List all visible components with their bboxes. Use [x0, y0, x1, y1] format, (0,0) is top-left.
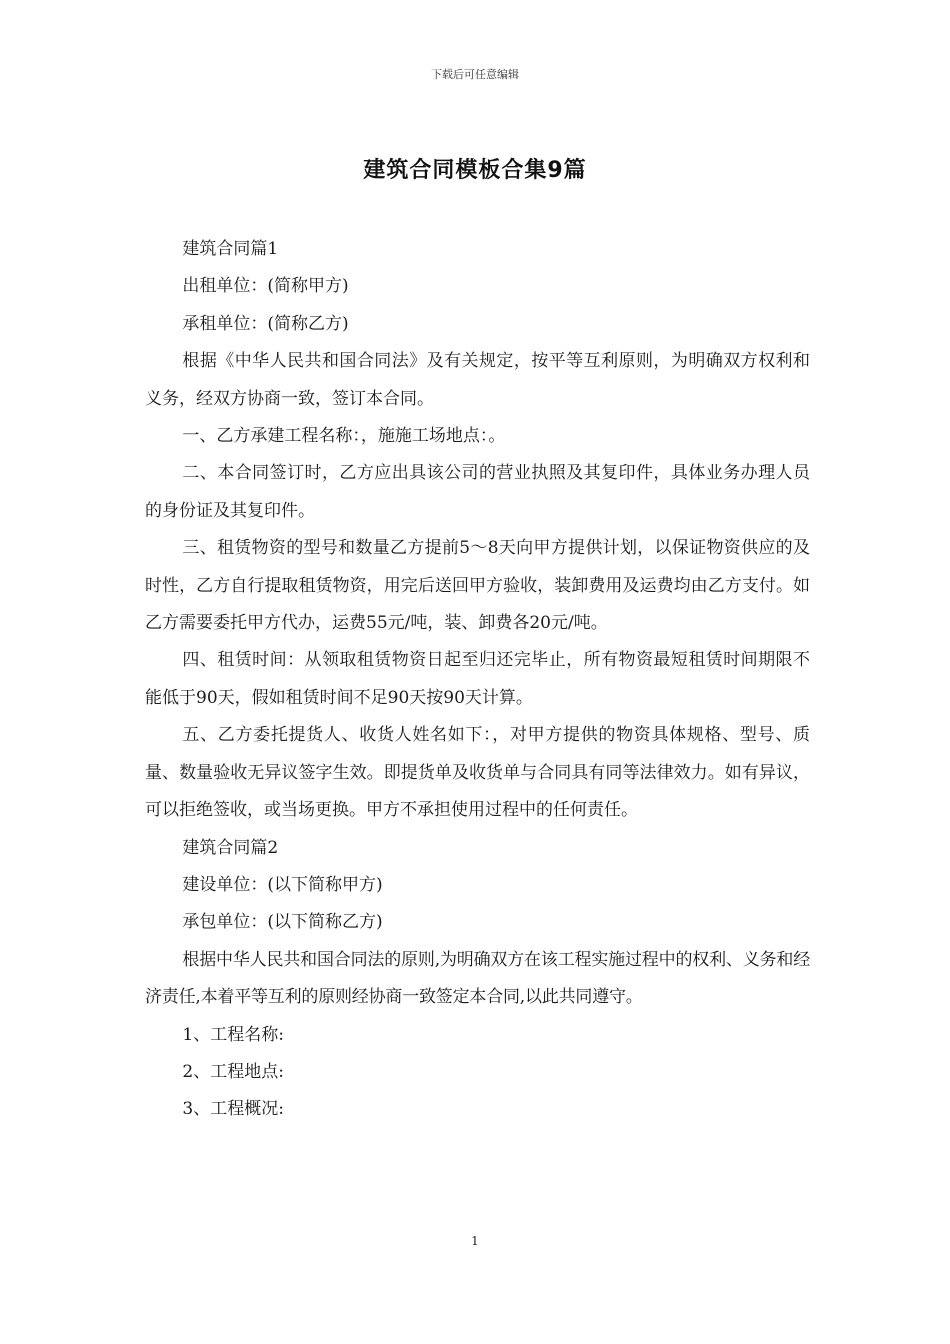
paragraph: 根据中华人民共和国合同法的原则,为明确双方在该工程实施过程中的权利、义务和经济责任,本着平等互利的原则经协商一致签定本合同,以此共同遵守。 [145, 949, 810, 1008]
paragraph: 三、租赁物资的型号和数量乙方提前5～8天向甲方提供计划，以保证物资供应的及时性，乙方自行提取租赁物资，用完后送回甲方验收，装卸费用及运费均由乙方支付。如乙方需要委托甲方代办，运费55元/吨，装、卸费各20元/吨。 [145, 538, 810, 634]
paragraph: 二、本合同签订时，乙方应出具该公司的营业执照及其复印件，具体业务办理人员的身份证及其复印件。 [145, 463, 810, 521]
page-number: 1 [471, 1234, 479, 1248]
section-heading: 建筑合同篇2 [182, 837, 279, 858]
paragraph: 一、乙方承建工程名称：，施施工场地点：。 [182, 426, 506, 447]
document-body [145, 231, 810, 1129]
paragraph: 2、工程地点: [182, 1061, 284, 1082]
paragraph: 承包单位：(以下简称乙方) [182, 912, 383, 933]
header-note: 下载后可任意编辑 [431, 68, 519, 81]
paragraph: 1、工程名称: [182, 1024, 284, 1045]
paragraph: 出租单位：(简称甲方) [182, 276, 349, 297]
section-heading: 建筑合同篇1 [182, 239, 279, 259]
paragraph: 根据《中华人民共和国合同法》及有关规定，按平等互利原则，为明确双方权利和义务，经双方协商一致，签订本合同。 [145, 351, 810, 409]
paragraph: 五、乙方委托提货人、收货人姓名如下：，对甲方提供的物资具体规格、型号、质量、数量验收无异议签字生效。即提货单及收货单与合同具有同等法律效力。如有异议，可以拒绝签收，或当场更换。甲方不承担使用过程中的任何责任。 [145, 725, 810, 821]
paragraph: 承租单位：(简称乙方) [182, 313, 349, 334]
paragraph: 建设单位：(以下简称甲方) [182, 874, 383, 895]
document-title: 建筑合同模板合集9篇 [363, 158, 587, 183]
paragraph: 四、租赁时间：从领取租赁物资日起至归还完毕止，所有物资最短租赁时间期限不能低于90天，假如租赁时间不足90天按90天计算。 [145, 650, 810, 708]
paragraph: 3、工程概况: [182, 1099, 284, 1120]
